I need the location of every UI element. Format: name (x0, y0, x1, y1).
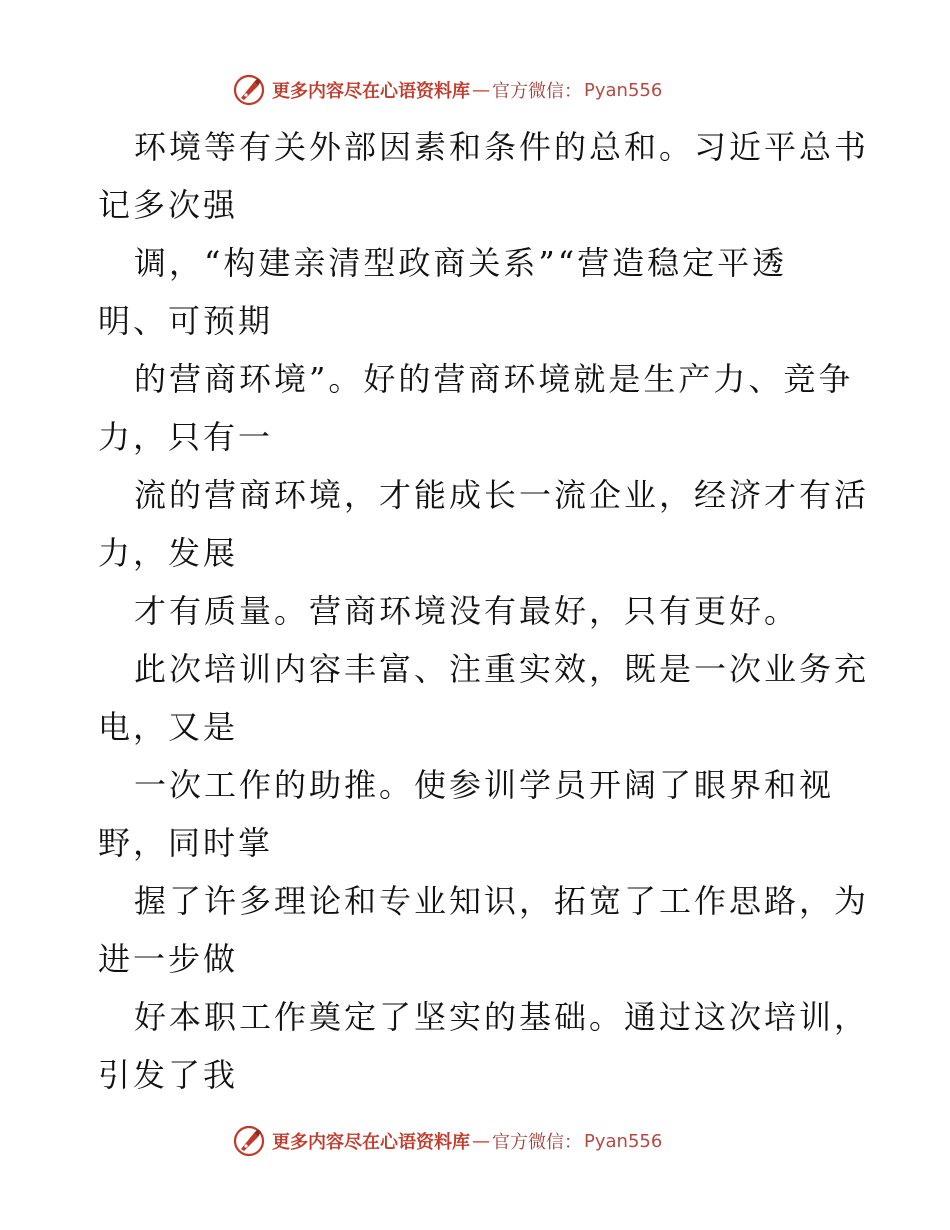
text-line: 明、可预期 (98, 302, 274, 340)
body-text (98, 118, 898, 1104)
banner-main-text: 更多内容尽在心语资料库 (272, 81, 470, 102)
text-line: 流的营商环境，才能成长一流企业，经济才有活 (134, 476, 870, 514)
banner-dash: — (472, 79, 490, 101)
text-line: 进一步做 (98, 940, 239, 978)
pen-nib-logo-icon (232, 73, 266, 107)
text-line: 才有质量。营商环境没有最好，只有更好。 (134, 592, 800, 630)
banner-wechat-id: Pyan556 (584, 79, 663, 101)
text-line: 好本职工作奠定了坚实的基础。通过这次培训， (134, 998, 870, 1036)
text-line: 此次培训内容丰富、注重实效，既是一次业务充 (134, 650, 870, 688)
text-line: 引发了我 (98, 1056, 239, 1094)
text-line: 力，发展 (98, 534, 239, 572)
text-line: 环境等有关外部因素和条件的总和。习近平总书 (134, 128, 870, 166)
text-line: 电，又是 (98, 708, 239, 746)
text-line: 的营商环境”。好的营商环境就是生产力、竞争 (134, 360, 854, 398)
pen-nib-logo-icon (232, 1124, 266, 1158)
banner-main-text: 更多内容尽在心语资料库 (272, 1132, 470, 1153)
banner-wechat-label: 官方微信： (492, 1132, 582, 1153)
header-banner (232, 70, 752, 110)
text-line: 握了许多理论和专业知识，拓宽了工作思路，为 (134, 882, 870, 920)
banner-wechat-id: Pyan556 (584, 1130, 663, 1152)
text-line: 野，同时掌 (98, 824, 274, 862)
text-line: 调，“构建亲清型政商关系”“营造稳定平透 (134, 244, 788, 282)
banner-wechat-label: 官方微信： (492, 81, 582, 102)
banner-dash: — (472, 1130, 490, 1152)
text-line: 力，只有一 (98, 418, 274, 456)
footer-banner (232, 1121, 752, 1161)
text-line: 记多次强 (98, 186, 239, 224)
text-line: 一次工作的助推。使参训学员开阔了眼界和视 (134, 766, 835, 804)
